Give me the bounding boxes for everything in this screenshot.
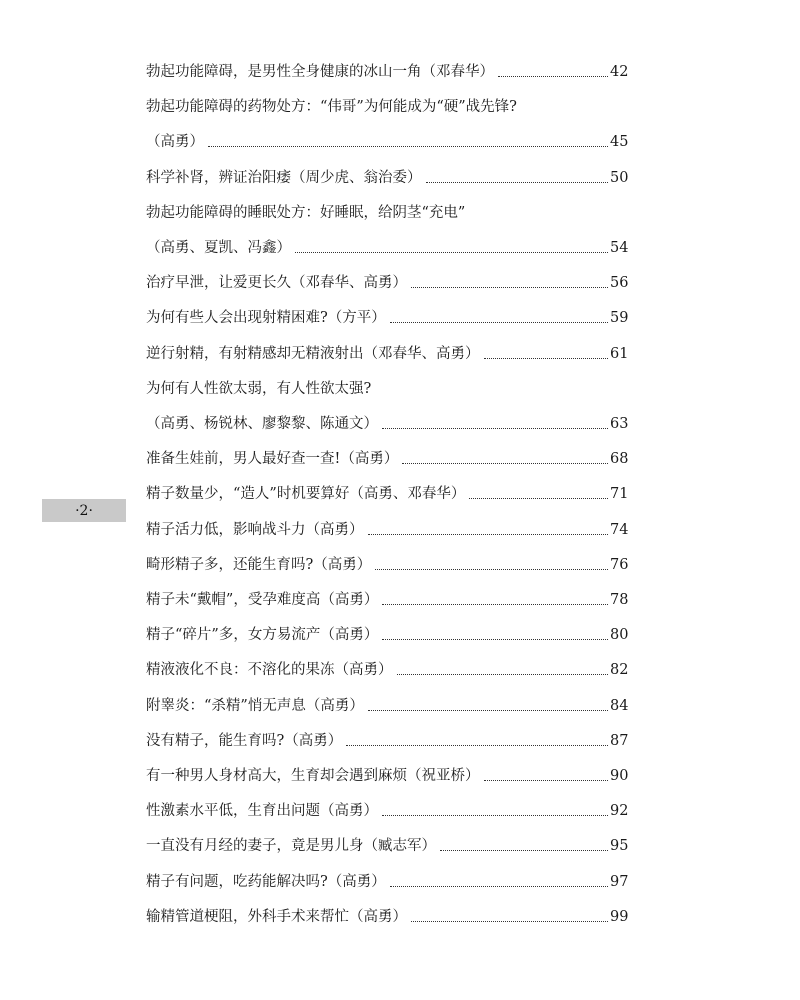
toc-entry [146, 234, 628, 258]
toc-leader-dots [382, 427, 608, 429]
toc-leader-dots [382, 814, 608, 816]
toc-leader-dots [440, 849, 608, 851]
toc-entry [146, 199, 628, 223]
toc-page-number: 71 [610, 486, 629, 502]
toc-page-number: 54 [610, 240, 629, 256]
toc-page-number: 82 [610, 662, 629, 678]
toc-entry [146, 93, 628, 117]
toc-page-number: 90 [610, 768, 629, 784]
toc-page-number: 45 [610, 134, 629, 150]
toc-entry [146, 340, 628, 364]
toc-leader-dots [390, 885, 608, 887]
toc-entry [146, 375, 628, 399]
toc-page-number: 87 [610, 733, 629, 749]
toc-page-number: 56 [610, 275, 629, 291]
toc-entry-title: 精子未“戴帽”，受孕难度高（高勇） [146, 592, 379, 608]
toc-entry-title: （高勇、杨锐林、廖黎黎、陈通文） [146, 416, 378, 432]
toc-entry-title: 为何有些人会出现射精困难?（方平） [146, 310, 386, 326]
toc-entry-title: 性激素水平低，生育出问题（高勇） [146, 803, 378, 819]
toc-page-number: 74 [610, 522, 629, 538]
toc-leader-dots [390, 321, 608, 323]
toc-entry-title: 治疗早泄，让爱更长久（邓春华、高勇） [146, 275, 407, 291]
toc-page-number: 42 [610, 64, 629, 80]
toc-entry-title: 有一种男人身材高大，生育却会遇到麻烦（祝亚桥） [146, 768, 480, 784]
toc-entry-title: 科学补肾，辨证治阳痿（周少虎、翁治委） [146, 170, 422, 186]
toc-page-number: 76 [610, 557, 629, 573]
toc-leader-dots [402, 462, 608, 464]
toc-leader-dots [498, 75, 608, 77]
toc-entry-title: （高勇、夏凯、冯鑫） [146, 240, 291, 256]
toc-page-number: 95 [610, 838, 629, 854]
toc-entry-title: 勃起功能障碍，是男性全身健康的冰山一角（邓春华） [146, 64, 494, 80]
toc-entry-title: 精子数量少，“造人”时机要算好（高勇、邓春华） [146, 486, 466, 502]
toc-leader-dots [375, 568, 608, 570]
toc-leader-dots [484, 357, 609, 359]
toc-page-number: 68 [610, 451, 629, 467]
toc-page-number: 63 [610, 416, 629, 432]
toc-entry-title: 精子有问题，吃药能解决吗?（高勇） [146, 874, 386, 890]
toc-entry [146, 727, 628, 751]
page-number-tab: ·2· [42, 499, 126, 522]
toc-entry [146, 868, 628, 892]
toc-entry-title: 为何有人性欲太弱，有人性欲太强? [146, 381, 372, 397]
toc-leader-dots [411, 286, 608, 288]
toc-entry [146, 692, 628, 716]
toc-entry-title: 畸形精子多，还能生育吗?（高勇） [146, 557, 372, 573]
toc-entry [146, 656, 628, 680]
toc-entry-title: 输精管道梗阻，外科手术来帮忙（高勇） [146, 909, 407, 925]
toc-entry-title: 准备生娃前，男人最好查一查!（高勇） [146, 451, 399, 467]
toc-leader-dots [411, 920, 608, 922]
toc-entry-title: 附睾炎：“杀精”悄无声息（高勇） [146, 698, 364, 714]
toc-entry [146, 58, 628, 82]
toc-entry-title: 勃起功能障碍的药物处方：“伟哥”为何能成为“硬”战先锋? [146, 99, 517, 115]
toc-entry [146, 586, 628, 610]
toc-entry-title: 没有精子，能生育吗?（高勇） [146, 733, 343, 749]
toc-page-number: 61 [610, 346, 629, 362]
toc-entry [146, 797, 628, 821]
toc-leader-dots [382, 638, 608, 640]
toc-entry [146, 480, 628, 504]
toc-entry-title: 精液液化不良：不溶化的果冻（高勇） [146, 662, 393, 678]
toc-page-number: 80 [610, 627, 629, 643]
toc-page-number: 59 [610, 310, 629, 326]
toc-leader-dots [397, 673, 609, 675]
toc-leader-dots [295, 251, 608, 253]
toc-page-number: 92 [610, 803, 629, 819]
toc-entry [146, 903, 628, 927]
toc-entry [146, 551, 628, 575]
toc-entry-title: 勃起功能障碍的睡眠处方：好睡眠，给阴茎“充电” [146, 205, 466, 221]
toc-page-number: 50 [610, 170, 629, 186]
toc-entry [146, 164, 628, 188]
toc-leader-dots [469, 497, 608, 499]
toc-entry-title: 精子活力低，影响战斗力（高勇） [146, 522, 364, 538]
toc-entry-title: 逆行射精，有射精感却无精液射出（邓春华、高勇） [146, 346, 480, 362]
toc-page-number: 84 [610, 698, 629, 714]
toc-entry-title: 精子“碎片”多，女方易流产（高勇） [146, 627, 379, 643]
toc-leader-dots [346, 744, 608, 746]
toc-entry [146, 516, 628, 540]
toc-leader-dots [382, 603, 608, 605]
toc-entry [146, 832, 628, 856]
toc-entry [146, 304, 628, 328]
toc-leader-dots [484, 779, 609, 781]
toc-page-number: 97 [610, 874, 629, 890]
toc-entry [146, 445, 628, 469]
toc-entry-title: 一直没有月经的妻子，竟是男儿身（臧志军） [146, 838, 436, 854]
toc-entry [146, 621, 628, 645]
toc-page-number: 78 [610, 592, 629, 608]
toc-entry-title: （高勇） [146, 134, 204, 150]
toc-leader-dots [208, 145, 608, 147]
toc-leader-dots [368, 533, 609, 535]
toc-entry [146, 269, 628, 293]
toc-page-number: 99 [610, 909, 629, 925]
toc-entry [146, 128, 628, 152]
toc-leader-dots [426, 181, 609, 183]
toc-leader-dots [368, 709, 608, 711]
toc-entry [146, 762, 628, 786]
toc-entry [146, 410, 628, 434]
